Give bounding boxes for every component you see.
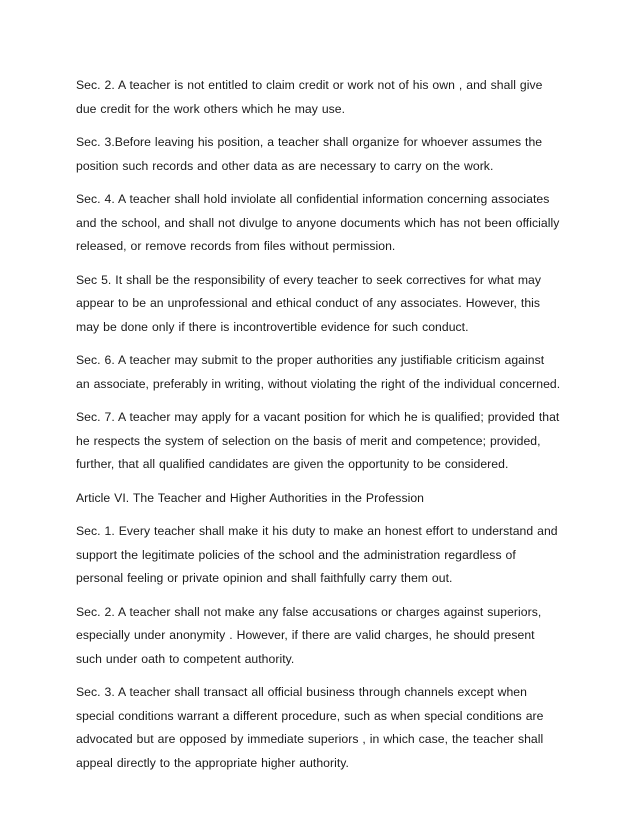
article-vi-heading: Article VI. The Teacher and Higher Authorities in the Profession bbox=[76, 490, 425, 505]
paragraph-sec-2-credit: Sec. 2. A teacher is not entitled to claim credit or work not of his own , and shall give due credit for the work others which he may use. bbox=[76, 78, 543, 116]
paragraph-article-vi-sec-3: Sec. 3. A teacher shall transact all official business through channels except when special conditions warrant a different procedure, such as when special conditions are advocated but are opposed by immediate superiors , in which case, the teacher shall appeal directly to the appropriate higher authority. bbox=[76, 685, 544, 770]
paragraph-sec-7-vacant-position: Sec. 7. A teacher may apply for a vacant position for which he is qualified; provided that he respects the system of selection on the basis of merit and competence; provided, further, that all qualified candidates are given the opportunity to be considered. bbox=[76, 410, 560, 471]
paragraph-sec-5-correctives: Sec 5. It shall be the responsibility of every teacher to seek correctives for what may appear to be an unprofessional and ethical conduct of any associates. However, this may be done only if there is incontrovertible evidence for such conduct. bbox=[76, 272, 542, 334]
paragraph-article-vi-sec-2: Sec. 2. A teacher shall not make any false accusations or charges against superiors, especially under anonymity . However, if there are valid charges, he should present such under oath to competent authority. bbox=[76, 604, 542, 666]
paragraph-sec-3-records: Sec. 3.Before leaving his position, a teacher shall organize for whoever assumes the position such records and other data as are necessary to carry on the work. bbox=[76, 135, 543, 173]
paragraph-sec-4-confidential: Sec. 4. A teacher shall hold inviolate all confidential information concerning associates and the school, and shall not divulge to anyone documents which has not been officially released, or remove records from files without permission. bbox=[76, 192, 560, 253]
paragraph-sec-6-criticism: Sec. 6. A teacher may submit to the proper authorities any justifiable criticism against an associate, preferably in writing, without violating the right of the individual concerned. bbox=[76, 353, 561, 391]
document-page bbox=[76, 74, 576, 785]
paragraph-article-vi-sec-1: Sec. 1. Every teacher shall make it his duty to make an honest effort to understand and support the legitimate policies of the school and the administration regardless of personal feeling or private opinion and shall faithfully carry them out. bbox=[76, 524, 558, 585]
